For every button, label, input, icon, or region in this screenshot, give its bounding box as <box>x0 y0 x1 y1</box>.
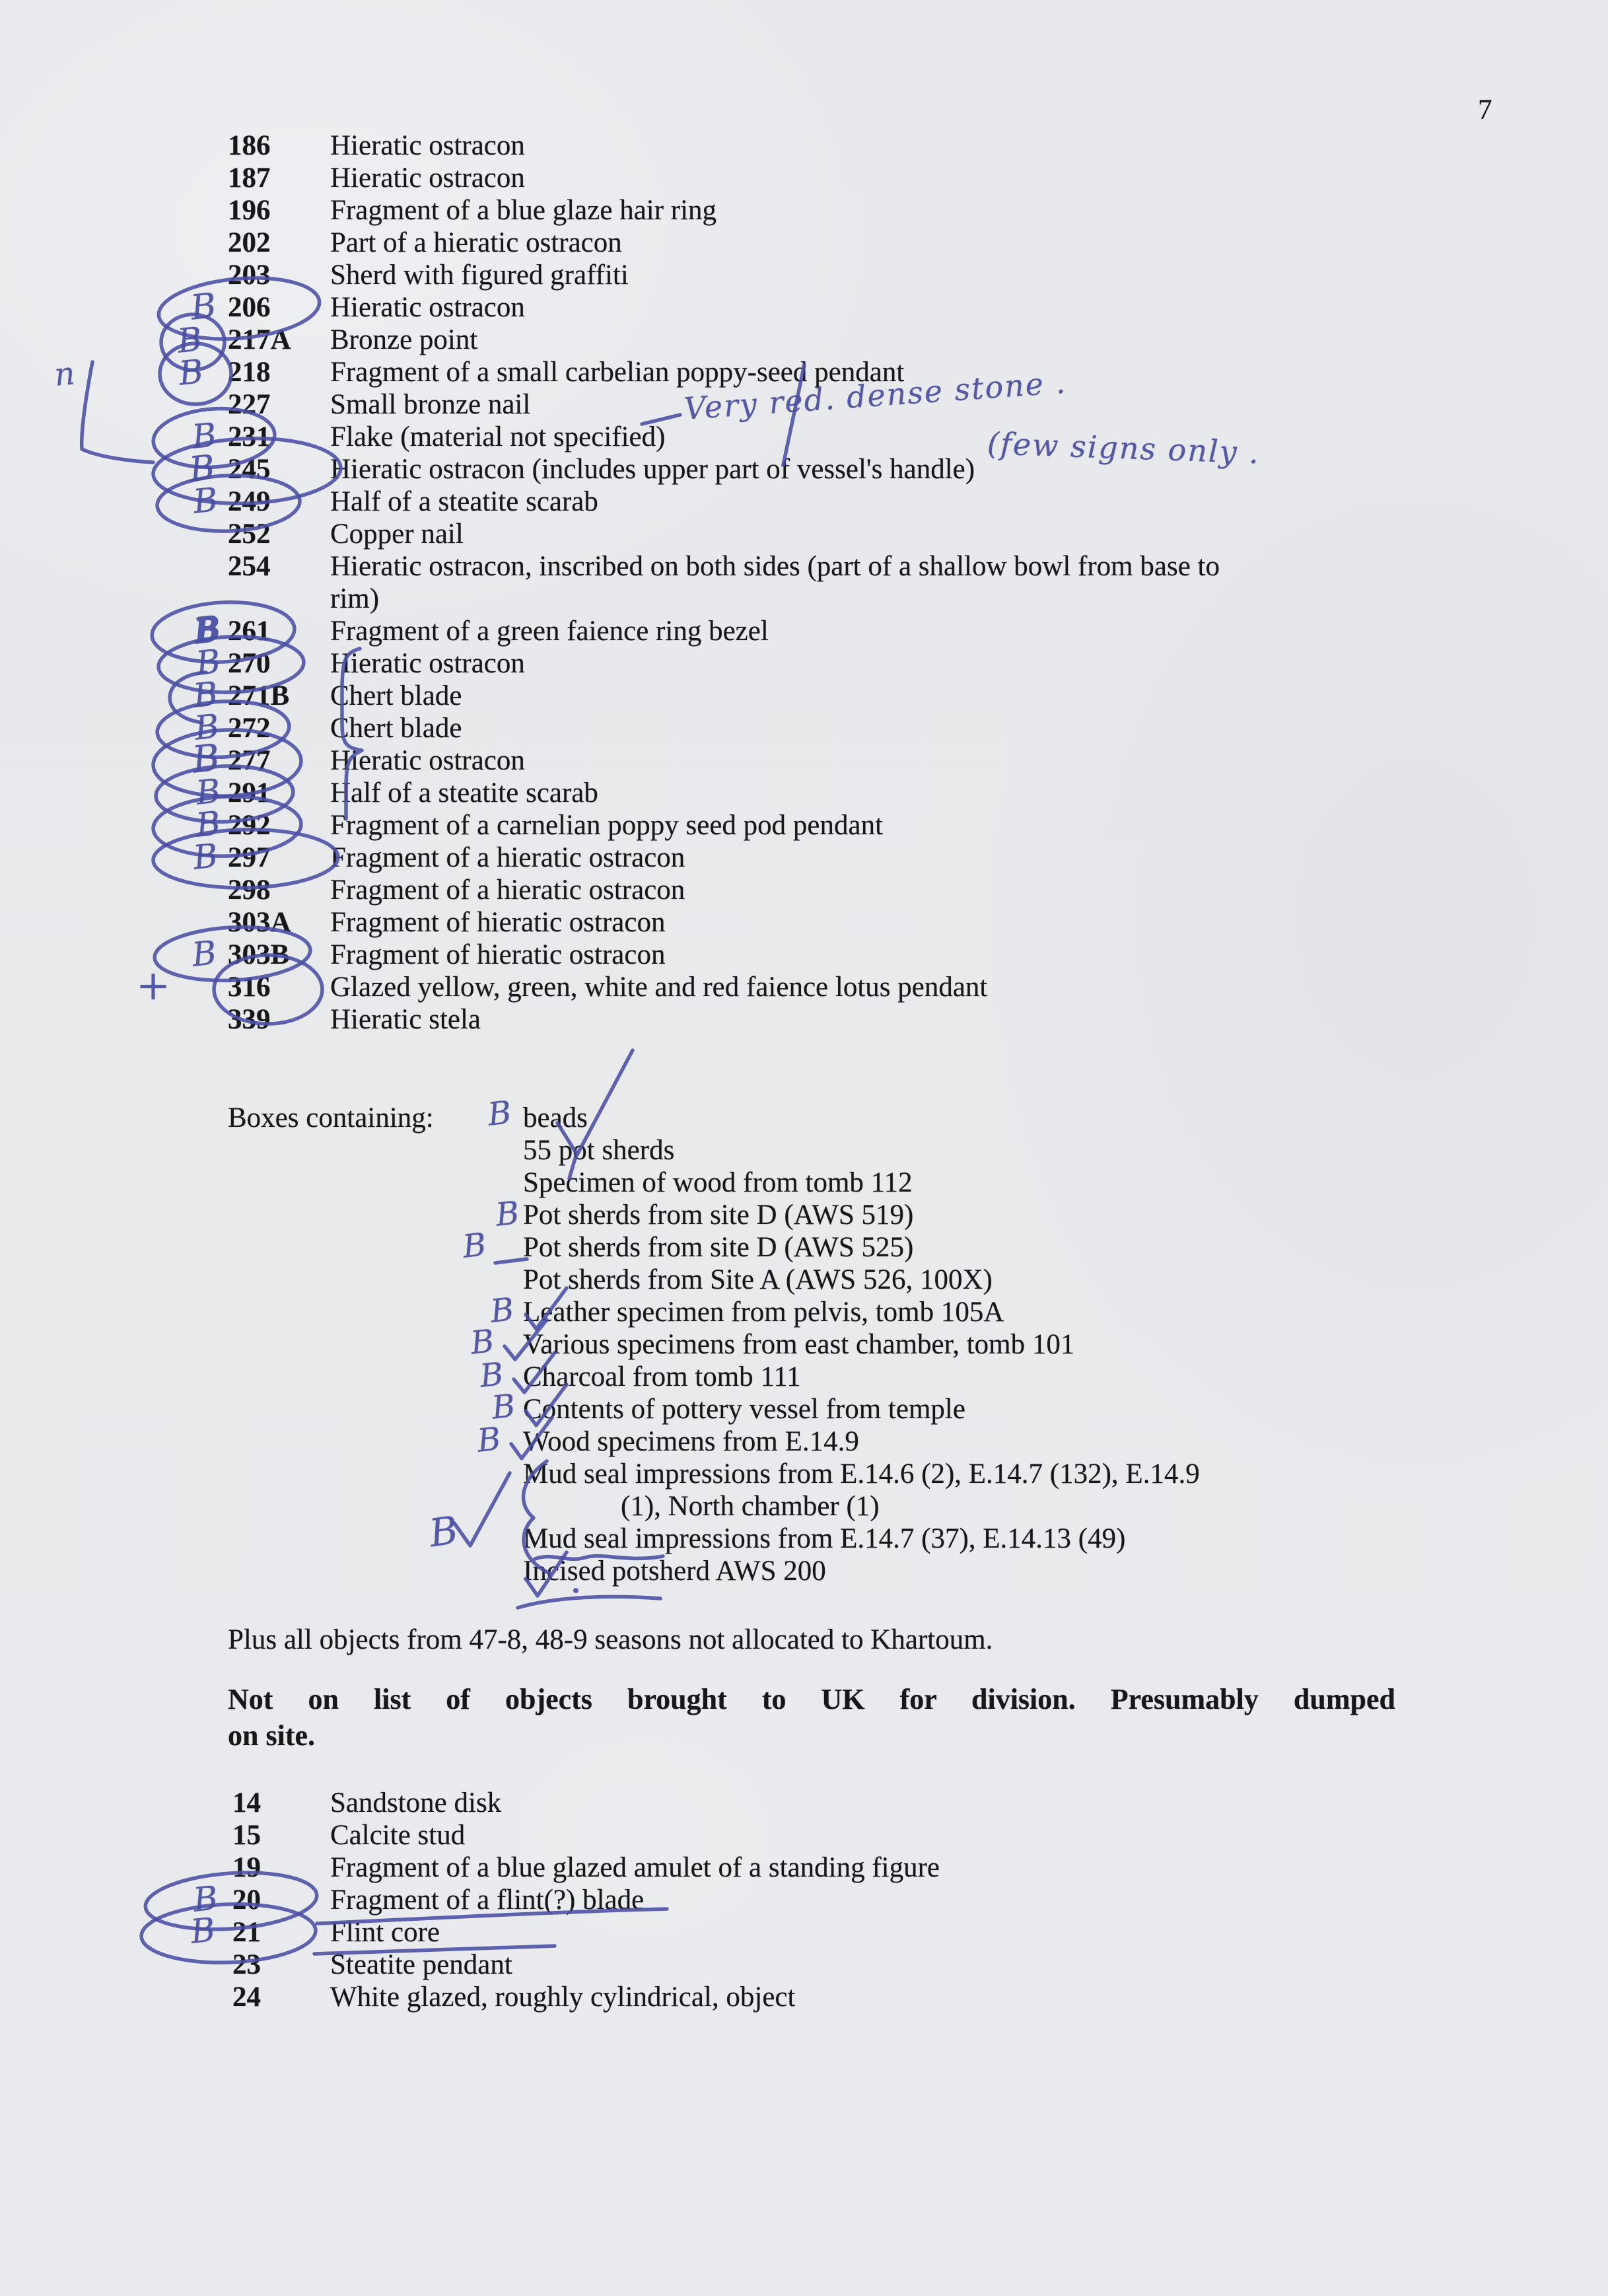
box-content-item: Mud seal impressions from E.14.6 (2), E.14.7 (132), E.14.9 <box>523 1458 1200 1489</box>
list-item <box>232 1884 940 1916</box>
list-item <box>232 1981 940 2013</box>
item-description: Fragment of a green faience ring bezel <box>330 616 769 647</box>
hw-b-21: B <box>189 1910 219 1951</box>
item-number: 20 <box>232 1884 261 1916</box>
list-item <box>228 324 1220 356</box>
item-number: 227 <box>228 389 271 420</box>
hw-b-270: B <box>194 641 224 683</box>
item-description: Fragment of hieratic ostracon <box>330 907 666 938</box>
item-description: Glazed yellow, green, white and red faience lotus pendant <box>330 972 988 1003</box>
item-description: Small bronze nail <box>330 389 531 420</box>
list-item <box>228 194 1220 227</box>
list-item <box>228 227 1220 259</box>
list-item <box>232 1787 940 1819</box>
item-description: Hieratic ostracon <box>330 292 525 323</box>
hw-margin-n: n <box>53 355 78 394</box>
item-number: 202 <box>228 227 271 258</box>
hw-stroke <box>495 1259 527 1263</box>
hw-circle-mark <box>160 343 231 404</box>
list-item <box>232 1916 940 1949</box>
item-number: 206 <box>228 292 271 323</box>
item-description: rim) <box>330 583 380 614</box>
hw-b-261-scribbled: B <box>193 609 223 651</box>
box-content-item: Mud seal impressions from E.14.7 (37), E.14.13 (49) <box>523 1523 1126 1554</box>
item-number: 15 <box>232 1820 261 1851</box>
item-description: Flake (material not specified) <box>330 421 666 452</box>
box-content-item: Leather specimen from pelvis, tomb 105A <box>523 1297 1004 1328</box>
hw-b-20: B <box>192 1878 221 1919</box>
item-description: Half of a steatite scarab <box>330 486 598 517</box>
hw-stroke <box>82 362 153 462</box>
item-number: 272 <box>228 713 271 744</box>
item-number: 291 <box>228 777 271 808</box>
item-number: 303B <box>228 939 290 970</box>
item-description: Copper nail <box>330 519 464 550</box>
box-content-item: 55 pot sherds <box>523 1135 675 1166</box>
list-item <box>228 874 1220 906</box>
heading-line-2: on site. <box>228 1719 315 1752</box>
hw-b-mudseals: B <box>427 1507 462 1556</box>
hw-b-various: B <box>469 1322 497 1362</box>
hw-b-245: B <box>188 447 219 490</box>
list-item <box>228 939 1220 971</box>
item-description: Hieratic ostracon <box>330 745 525 776</box>
hw-stroke <box>170 672 206 723</box>
list-item <box>232 1851 940 1884</box>
item-description: Hieratic ostracon <box>330 162 525 194</box>
item-description: Fragment of a blue glazed amulet of a standing figure <box>330 1852 940 1883</box>
list-item <box>232 1949 940 1981</box>
item-number: 270 <box>228 648 271 679</box>
hw-b-292: B <box>194 803 224 845</box>
heading-line-1: Not on list of objects brought to UK for division. Presumably dumped <box>228 1683 1395 1715</box>
box-content-item: beads <box>523 1102 588 1133</box>
item-number: 21 <box>232 1917 261 1948</box>
hw-note-few-signs-only: (few signs only . <box>987 425 1261 471</box>
item-number: 186 <box>228 130 271 161</box>
list-item <box>228 259 1220 291</box>
item-number: 218 <box>228 357 271 388</box>
item-number: 187 <box>228 162 271 194</box>
hw-b-271b: B <box>192 674 221 715</box>
hw-b-291: B <box>194 771 224 812</box>
item-description: Fragment of a flint(?) blade <box>330 1884 645 1916</box>
hw-b-277: B <box>190 736 223 782</box>
hw-b-wood: B <box>475 1420 504 1460</box>
list-item <box>228 129 1220 162</box>
hw-b-aws525: B <box>461 1226 489 1266</box>
item-description: Steatite pendant <box>330 1949 512 1980</box>
item-number: 298 <box>228 875 271 906</box>
list-item <box>228 1003 1220 1036</box>
not-on-list-heading <box>228 1681 1395 1754</box>
item-description: Hieratic ostracon <box>330 648 525 679</box>
hw-b-aws519: B <box>494 1194 522 1234</box>
list-item <box>232 1819 940 1851</box>
item-number: 277 <box>228 745 271 776</box>
item-number: 23 <box>232 1949 261 1980</box>
list-item-continuation <box>228 583 1220 615</box>
list-item <box>228 615 1220 647</box>
list-item <box>228 971 1220 1003</box>
item-description: Bronze point <box>330 324 478 355</box>
item-number: 316 <box>228 972 271 1003</box>
item-description: White glazed, roughly cylindrical, object <box>330 1982 796 2013</box>
box-content-item: Contents of pottery vessel from temple <box>523 1394 965 1425</box>
list-item <box>228 162 1220 194</box>
list-item <box>228 550 1220 583</box>
plus-note: Plus all objects from 47-8, 48-9 seasons not allocated to Khartoum. <box>228 1624 993 1655</box>
object-list-second <box>232 1787 940 2013</box>
item-description: Hieratic ostracon, inscribed on both sides (part of a shallow bowl from base to <box>330 551 1220 582</box>
item-number: 249 <box>228 486 271 517</box>
hw-circle-mark <box>161 314 225 370</box>
boxes-label: Boxes containing: <box>228 1102 434 1133</box>
hw-b-leather: B <box>489 1291 517 1330</box>
item-description: Fragment of a carnelian poppy seed pod pendant <box>330 810 884 841</box>
hw-b-303b: B <box>190 933 220 974</box>
list-item <box>228 906 1220 939</box>
box-content-item: Specimen of wood from tomb 112 <box>523 1167 913 1198</box>
object-list-main <box>228 129 1220 1036</box>
hw-b-297: B <box>192 836 221 877</box>
hw-b-218: B <box>177 351 207 393</box>
item-description: Sherd with figured graffiti <box>330 260 629 291</box>
item-number: 19 <box>232 1852 261 1883</box>
item-description: Sandstone disk <box>330 1787 502 1818</box>
hw-note-very-red-dense-stone: Very red. dense stone . <box>683 364 1068 427</box>
hw-b-249: B <box>192 480 221 521</box>
item-number: 303A <box>228 907 291 938</box>
page-number: 7 <box>1478 94 1492 126</box>
hw-b-contents: B <box>490 1387 518 1427</box>
hw-b-charcoal: B <box>478 1355 507 1395</box>
list-item <box>228 453 1220 485</box>
item-description: Fragment of a hieratic ostracon <box>330 842 685 873</box>
item-description: Flint core <box>330 1917 440 1948</box>
item-number: 252 <box>228 519 271 550</box>
box-content-item: Incised potsherd AWS 200 <box>523 1556 826 1587</box>
box-content-item: Charcoal from tomb 111 <box>523 1361 801 1392</box>
list-item <box>228 388 1220 421</box>
list-item <box>228 356 1220 388</box>
box-content-item: Pot sherds from site D (AWS 525) <box>523 1232 914 1263</box>
list-item <box>228 842 1220 874</box>
boxes-list <box>523 1102 1200 1587</box>
hw-b-217a: B <box>176 319 205 361</box>
list-item <box>228 518 1220 550</box>
item-number: 271B <box>228 680 290 711</box>
hw-b-206: B <box>189 285 220 328</box>
item-number: 217A <box>228 324 291 355</box>
box-content-item: Wood specimens from E.14.9 <box>523 1426 859 1457</box>
list-item <box>228 744 1220 777</box>
item-description: Half of a steatite scarab <box>330 777 598 808</box>
item-description: Fragment of hieratic ostracon <box>330 939 666 970</box>
hw-b-231: B <box>190 415 220 456</box>
item-number: 203 <box>228 260 271 291</box>
item-description: Fragment of a hieratic ostracon <box>330 875 685 906</box>
box-content-item: (1), North chamber (1) <box>621 1491 880 1522</box>
box-content-item: Pot sherds from site D (AWS 519) <box>523 1200 914 1231</box>
item-number: 231 <box>228 421 271 452</box>
list-item <box>228 777 1220 809</box>
item-number: 254 <box>228 551 271 582</box>
hw-stroke <box>454 1473 510 1546</box>
hw-b-272: B <box>193 706 223 748</box>
item-description: Hieratic ostracon (includes upper part of vessel's handle) <box>330 454 975 485</box>
item-description: Fragment of a blue glaze hair ring <box>330 195 717 226</box>
list-item <box>228 485 1220 518</box>
item-number: 261 <box>228 616 271 647</box>
list-item <box>228 809 1220 842</box>
hw-stroke <box>518 1596 660 1608</box>
item-number: 196 <box>228 195 271 226</box>
item-description: Chert blade <box>330 680 462 711</box>
list-item <box>228 712 1220 744</box>
list-item <box>228 421 1220 453</box>
item-description: Chert blade <box>330 713 462 744</box>
item-description: Hieratic stela <box>330 1004 481 1035</box>
item-number: 292 <box>228 810 271 841</box>
box-content-item: Various specimens from east chamber, tomb 101 <box>523 1329 1075 1360</box>
list-item <box>228 291 1220 324</box>
item-number: 14 <box>232 1787 261 1818</box>
hw-ink-dot <box>573 1588 578 1593</box>
item-description: Fragment of a small carbelian poppy-seed pendant <box>330 357 905 388</box>
item-number: 245 <box>228 454 271 485</box>
list-item <box>228 680 1220 712</box>
box-content-item: Pot sherds from Site A (AWS 526, 100X) <box>523 1264 993 1295</box>
item-description: Calcite stud <box>330 1820 466 1851</box>
list-item <box>228 647 1220 680</box>
hw-plus-316: + <box>136 961 172 1009</box>
item-description: Hieratic ostracon <box>330 130 525 161</box>
item-number: 24 <box>232 1982 261 2013</box>
item-number: 339 <box>228 1004 271 1035</box>
hw-b-beads: B <box>486 1094 514 1133</box>
item-description: Part of a hieratic ostracon <box>330 227 622 258</box>
item-number: 297 <box>228 842 271 873</box>
